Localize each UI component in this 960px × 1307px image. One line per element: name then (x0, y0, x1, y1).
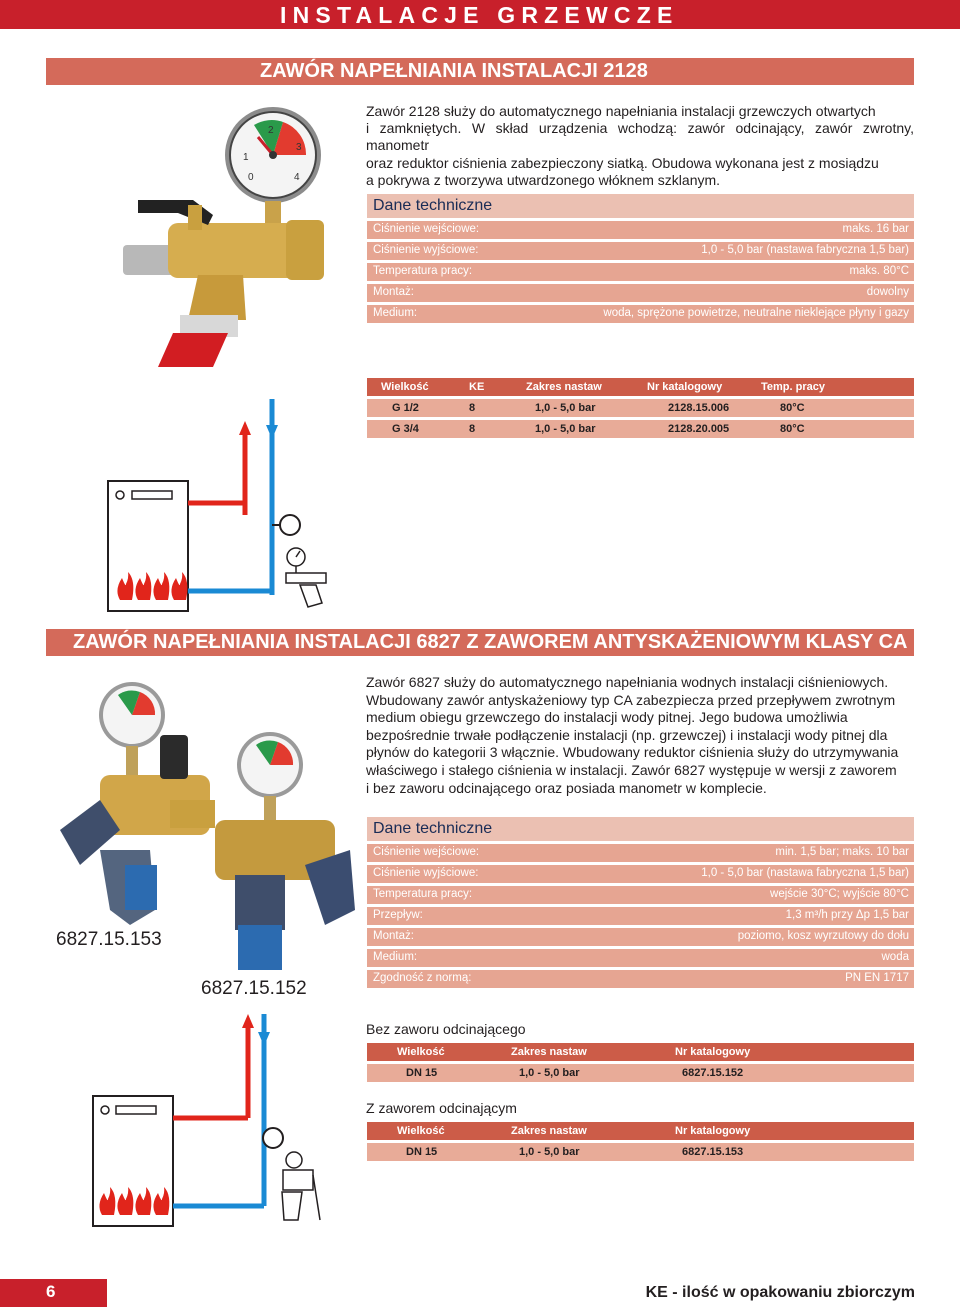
table-cell: 8 (456, 420, 513, 438)
table-header-cell: KE (456, 378, 513, 396)
table-row (367, 1143, 914, 1161)
table-cell: 80°C (748, 420, 914, 438)
description-line: bezpośrednie trwałe podłączenie instalacji (np. grzewczej) i instalacji wody pitnej dla (366, 726, 888, 743)
description-line: właściwego i stałego ciśnienia w instalacji. Zawór 6827 występuje w wersji z zaworem (366, 761, 897, 778)
tech-row (367, 844, 914, 862)
section2-title-bar (46, 629, 914, 656)
model-label-152: 6827.15.152 (201, 978, 307, 999)
table2-title: Z zaworem odcinającym (366, 1100, 517, 1116)
page-number: 6 (46, 1282, 56, 1301)
table-header-row (367, 378, 914, 396)
tech-value: poziomo, kosz wyrzutowy do dołu (737, 930, 909, 942)
table-cell: 2128.15.006 (634, 399, 748, 417)
table-cell: 6827.15.153 (623, 1143, 914, 1161)
gauge-number: 2 (268, 125, 274, 136)
tech-row (367, 970, 914, 988)
table-header-row (367, 1043, 914, 1061)
model-label-153: 6827.15.153 (56, 929, 162, 950)
table-cell: DN 15 (367, 1143, 477, 1161)
section2-title: ZAWÓR NAPEŁNIANIA INSTALACJI 6827 Z ZAWOREM ANTYSKAŻENIOWYM KLASY CA (73, 631, 908, 653)
table-cell: 80°C (748, 399, 914, 417)
tech-value: 1,0 - 5,0 bar (nastawa fabryczna 1,5 bar) (701, 244, 909, 256)
table-cell: 1,0 - 5,0 bar (477, 1064, 623, 1082)
tech-value: wejście 30°C; wyjście 80°C (770, 888, 909, 900)
installation-diagram-2 (88, 1010, 338, 1230)
table-cell: 6827.15.152 (623, 1064, 914, 1082)
table-row (367, 420, 914, 438)
table-header-cell: Wielkość (367, 1122, 477, 1140)
table-row (367, 1064, 914, 1082)
tech-value: dowolny (866, 286, 909, 298)
tech-row (367, 907, 914, 925)
footer-note: KE - ilość w opakowaniu zbiorczym (645, 1284, 915, 1301)
gauge-number: 0 (248, 172, 254, 183)
section1-description (366, 103, 914, 189)
tech-label: Temperatura pracy: (373, 888, 473, 900)
tech-row (367, 928, 914, 946)
installation-diagram-1 (100, 395, 340, 615)
tech-data-title: Dane techniczne (367, 817, 914, 841)
valve-2128-image (118, 105, 328, 375)
tech-value: maks. 16 bar (842, 223, 909, 235)
tech-label: Medium: (373, 951, 418, 963)
tech-value: min. 1,5 bar; maks. 10 bar (775, 846, 909, 858)
table-header-cell: Zakres nastaw (477, 1043, 623, 1061)
tech-value: woda (881, 951, 909, 963)
tech-label: Montaż: (373, 930, 414, 942)
description-line: a pokrywa z tworzywa utwardzonego włóknem szklanym. (366, 171, 721, 188)
table-header-cell: Wielkość (367, 1043, 477, 1061)
tech-row (367, 263, 914, 281)
header-title: INSTALACJE GRZEWCZE (280, 2, 679, 28)
tech-row (367, 886, 914, 904)
table-cell: 1,0 - 5,0 bar (513, 420, 634, 438)
table-row (367, 399, 914, 417)
table-cell: 1,0 - 5,0 bar (477, 1143, 623, 1161)
table-header-cell: Nr katalogowy (634, 378, 748, 396)
description-line: oraz reduktor ciśnienia zabezpieczony siatką. Obudowa wykonana jest z mosiądzu (366, 154, 879, 171)
tech-value: maks. 80°C (849, 265, 909, 277)
description-line: i zamkniętych. W skład urządzenia wchodzą: zawór odcinający, zawór zwrotny, manometr (366, 120, 914, 154)
tech-row (367, 242, 914, 260)
page-number-box (0, 1279, 107, 1307)
table-header-cell: Zakres nastaw (477, 1122, 623, 1140)
table-header-cell: Zakres nastaw (513, 378, 634, 396)
tech-value: woda, sprężone powietrze, neutralne nieklejące płyny i gazy (603, 307, 909, 319)
gauge-number: 3 (296, 142, 302, 153)
tech-row (367, 284, 914, 302)
tech-label: Temperatura pracy: (373, 265, 473, 277)
description-line: i bez zaworu odcinającego oraz posiada manometr w komplecie. (366, 779, 767, 796)
description-line: medium obiegu grzewczego do instalacji wody pitnej. Jego budowa umożliwia (366, 709, 848, 726)
tech-row (367, 865, 914, 883)
section1-title-bar (46, 58, 914, 85)
tech-value: 1,3 m³/h przy Δp 1,5 bar (785, 909, 909, 921)
tech-row (367, 949, 914, 967)
tech-label: Przepływ: (373, 909, 423, 921)
table-header-cell: Nr katalogowy (623, 1122, 914, 1140)
tech-value: PN EN 1717 (845, 972, 909, 984)
table1-title: Bez zaworu odcinającego (366, 1021, 526, 1037)
section2-description (366, 674, 914, 797)
tech-value: 1,0 - 5,0 bar (nastawa fabryczna 1,5 bar) (701, 867, 909, 879)
description-line: płynów do kategorii 3 włącznie. Wbudowany reduktor ciśnienia służy do utrzymywania (366, 744, 899, 761)
tech-label: Montaż: (373, 286, 414, 298)
description-line: Zawór 6827 służy do automatycznego napełniania wodnych instalacji ciśnieniowych. (366, 674, 889, 690)
table-cell: 1,0 - 5,0 bar (513, 399, 634, 417)
section1-tech-data (367, 194, 914, 323)
tech-row (367, 305, 914, 323)
table-cell: G 1/2 (367, 399, 456, 417)
tech-label: Medium: (373, 307, 418, 319)
section2-tech-data (367, 817, 914, 988)
table-cell: 2128.20.005 (634, 420, 748, 438)
table-header-cell: Wielkość (367, 378, 456, 396)
section2-table-without-valve (367, 1040, 914, 1085)
section1-title: ZAWÓR NAPEŁNIANIA INSTALACJI 2128 (260, 60, 648, 82)
table-cell: DN 15 (367, 1064, 477, 1082)
tech-data-title: Dane techniczne (367, 194, 914, 218)
tech-label: Zgodność z normą: (373, 972, 472, 984)
gauge-number: 1 (243, 152, 249, 163)
table-cell: G 3/4 (367, 420, 456, 438)
table-header-cell: Nr katalogowy (623, 1043, 914, 1061)
table-cell: 8 (456, 399, 513, 417)
tech-row (367, 221, 914, 239)
section2-table-with-valve (367, 1119, 914, 1164)
gauge-number: 4 (294, 172, 300, 183)
table-header-cell: Temp. pracy (748, 378, 914, 396)
tech-label: Ciśnienie wejściowe: (373, 846, 480, 858)
tech-label: Ciśnienie wyjściowe: (373, 867, 479, 879)
table-header-row (367, 1122, 914, 1140)
tech-label: Ciśnienie wejściowe: (373, 223, 480, 235)
section1-product-table (367, 375, 914, 441)
description-line: Wbudowany zawór antyskażeniowy typ CA zabezpiecza przed przepływem zwrotnym (366, 691, 896, 708)
tech-label: Ciśnienie wyjściowe: (373, 244, 479, 256)
description-line: Zawór 2128 służy do automatycznego napełniania instalacji grzewczych otwartych (366, 103, 876, 119)
